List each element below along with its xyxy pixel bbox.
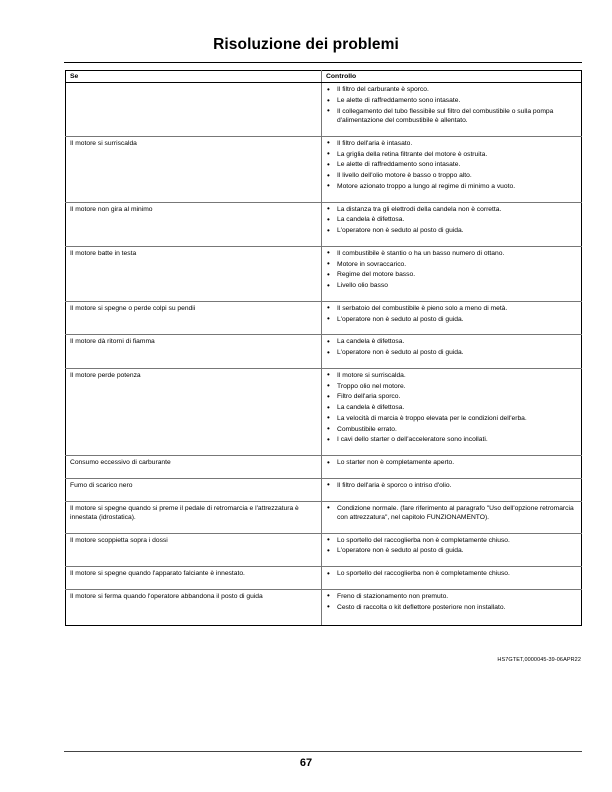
checks-list (326, 504, 577, 523)
checks-list (326, 536, 577, 556)
check-item: • La distanza tra gli elettrodi della candela non è corretta. (326, 205, 577, 214)
table-row (66, 301, 582, 335)
check-item: • Regime del motore basso. (326, 270, 577, 279)
check-item: • Freno di stazionamento non premuto. (326, 592, 577, 601)
check-item: • Le alette di raffreddamento sono intasate. (326, 96, 577, 105)
checks-cell (322, 136, 582, 202)
cause-cell: Fumo di scarico nero (66, 478, 322, 501)
check-item: • La griglia della retina filtrante del motore è ostruita. (326, 150, 577, 159)
table-row (66, 589, 582, 626)
check-item: • Le alette di raffreddamento sono intasate. (326, 160, 577, 169)
checks-list (326, 337, 577, 357)
cause-cell: Il motore batte in testa (66, 246, 322, 301)
checks-list (326, 569, 577, 578)
checks-cell (322, 533, 582, 567)
checks-cell (322, 202, 582, 246)
check-item: • Cesto di raccolta o kit deflettore posteriore non installato. (326, 603, 577, 612)
page-title: Risoluzione dei problemi (213, 36, 399, 53)
cause-cell: Il motore si spegne o perde colpi su pendii (66, 301, 322, 335)
check-item: • Livello olio basso (326, 281, 577, 290)
check-item: • Il collegamento del tubo flessibile sul filtro del combustibile o sulla pompa d'alimentazione del combustibile è allentato. (326, 107, 577, 126)
checks-cell (322, 456, 582, 479)
cause-cell: Il motore si ferma quando l'operatore abbandona il posto di guida (66, 589, 322, 626)
checks-list (326, 304, 577, 324)
checks-list (326, 139, 577, 191)
column-header-se: Se (66, 71, 322, 83)
checks-list (326, 249, 577, 291)
check-item: • La candela è difettosa. (326, 403, 577, 412)
check-item: • Il filtro dell'aria è intasato. (326, 139, 577, 148)
page-number: 67 (299, 757, 313, 769)
document-id: HS7GTET,0000045-39-06APR22 (497, 657, 581, 663)
check-item: • Il motore si surriscalda. (326, 371, 577, 380)
cause-cell: Il motore si surriscalda (66, 136, 322, 202)
cause-cell: Il motore non gira al minimo (66, 202, 322, 246)
cause-cell: Il motore si spegne quando si preme il pedale di retromarcia e l'attrezzatura è innestata (idrostatica). (66, 501, 322, 533)
table-row (66, 202, 582, 246)
footer-rule (64, 751, 582, 752)
cause-cell: Il motore dà ritorni di fiamma (66, 335, 322, 369)
check-item: • Condizione normale. (fare riferimento al paragrafo "Uso dell'opzione retromarcia con attrezzatura", nel capitolo FUNZIONAMENTO). (326, 504, 577, 523)
header-rule (64, 62, 582, 63)
cause-cell: Il motore perde potenza (66, 368, 322, 455)
check-item: • Il filtro dell'aria è sporco o intriso d'olio. (326, 481, 577, 490)
check-item: • L'operatore non è seduto al posto di guida. (326, 226, 577, 235)
cause-cell: Il motore si spegne quando l'apparato falciante è innestato. (66, 567, 322, 590)
check-item: • La candela è difettosa. (326, 337, 577, 346)
check-item: • La velocità di marcia è troppo elevata per le condizioni dell'erba. (326, 414, 577, 423)
checks-cell (322, 501, 582, 533)
table-row (66, 478, 582, 501)
checks-list (326, 481, 577, 490)
table-row (66, 456, 582, 479)
check-item: • Lo starter non è completamente aperto. (326, 458, 577, 467)
column-header-controllo: Controllo (322, 71, 582, 83)
check-item: • Il combustibile è stantio o ha un basso numero di ottano. (326, 249, 577, 258)
check-item: • Lo sportello del raccoglierba non è completamente chiuso. (326, 536, 577, 545)
checks-list (326, 205, 577, 236)
table-row (66, 567, 582, 590)
table-header-row (66, 71, 582, 83)
checks-cell (322, 301, 582, 335)
check-item: • Lo sportello del raccoglierba non è completamente chiuso. (326, 569, 577, 578)
table-row (66, 368, 582, 455)
check-item: • Il livello dell'olio motore è basso o troppo alto. (326, 171, 577, 180)
check-item: • Filtro dell'aria sporco. (326, 392, 577, 401)
check-item: • Combustibile errato. (326, 425, 577, 434)
checks-cell (322, 368, 582, 455)
cause-cell (66, 83, 322, 137)
checks-cell (322, 589, 582, 626)
checks-list (326, 371, 577, 445)
checks-list (326, 85, 577, 125)
checks-list (326, 458, 577, 467)
table-row (66, 501, 582, 533)
table-row (66, 83, 582, 137)
check-item: • Motore in sovraccarico. (326, 260, 577, 269)
check-item: • Motore azionato troppo a lungo al regime di minimo a vuoto. (326, 182, 577, 191)
check-item: • La candela è difettosa. (326, 215, 577, 224)
table-row (66, 246, 582, 301)
checks-cell (322, 335, 582, 369)
checks-list (326, 592, 577, 612)
check-item: • Il filtro del carburante è sporco. (326, 85, 577, 94)
check-item: • I cavi dello starter o dell'acceleratore sono incollati. (326, 435, 577, 444)
checks-cell (322, 567, 582, 590)
troubleshooting-table (65, 70, 582, 626)
table-body (66, 83, 582, 626)
check-item: • Il serbatoio del combustibile è pieno solo a meno di metà. (326, 304, 577, 313)
check-item: • L'operatore non è seduto al posto di guida. (326, 546, 577, 555)
cause-cell: Il motore scoppietta sopra i dossi (66, 533, 322, 567)
cause-cell: Consumo eccessivo di carburante (66, 456, 322, 479)
checks-cell (322, 246, 582, 301)
checks-cell (322, 83, 582, 137)
check-item: • L'operatore non è seduto al posto di guida. (326, 315, 577, 324)
table-row (66, 335, 582, 369)
table-row (66, 136, 582, 202)
table-row (66, 533, 582, 567)
check-item: • Troppo olio nel motore. (326, 382, 577, 391)
checks-cell (322, 478, 582, 501)
check-item: • L'operatore non è seduto al posto di guida. (326, 348, 577, 357)
